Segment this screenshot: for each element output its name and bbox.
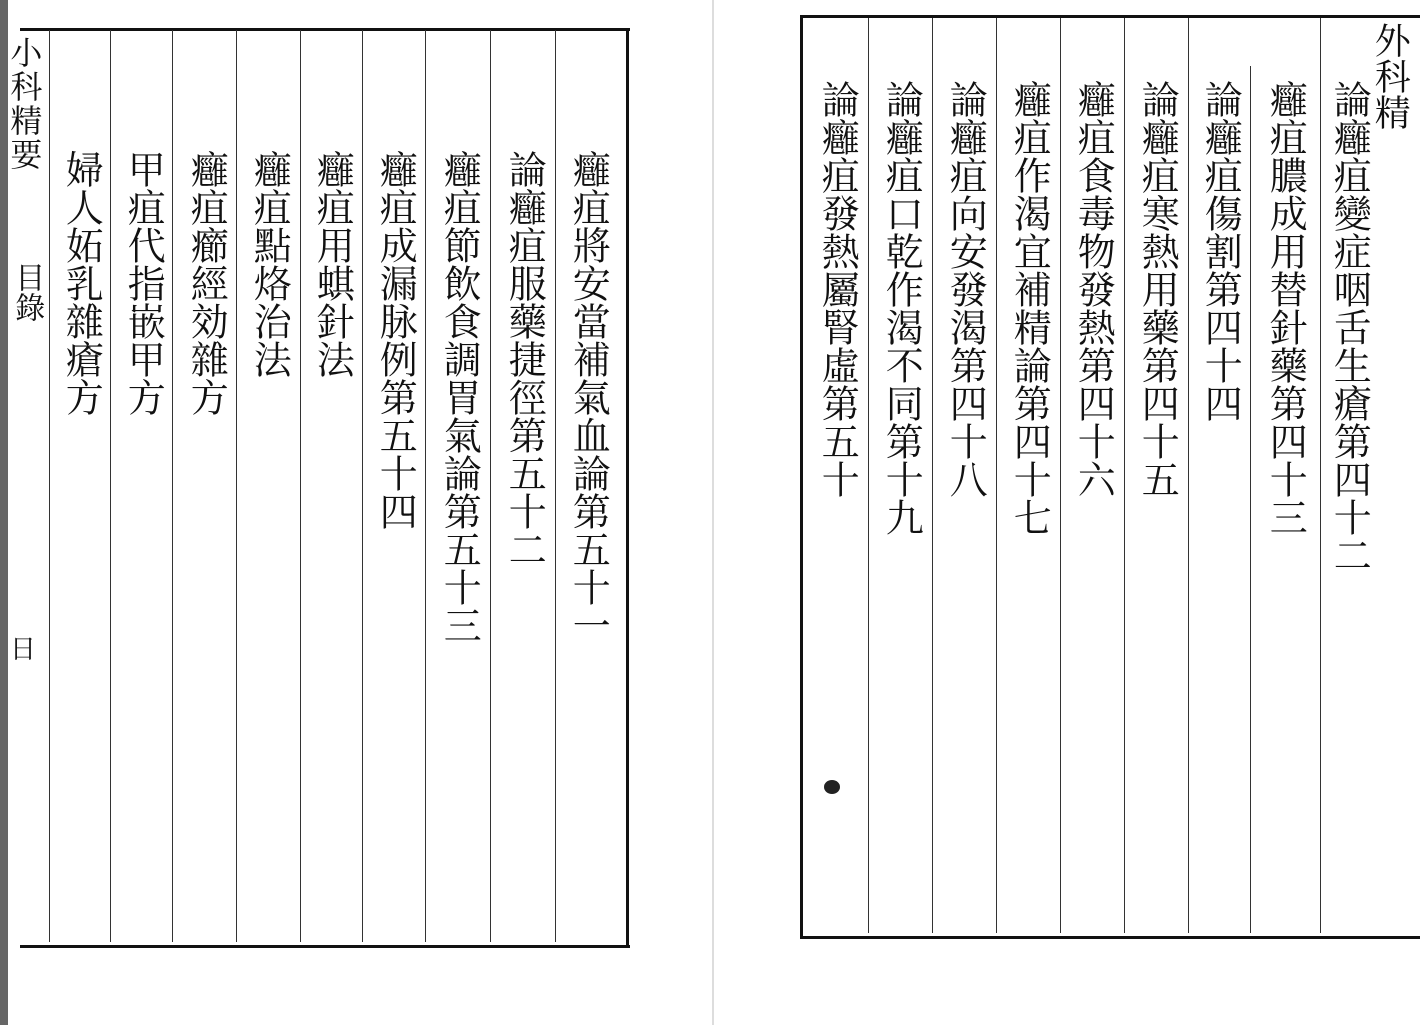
left-margin-section (6, 262, 46, 322)
toc-entry-text: 癰疽用蜞針法 (310, 150, 355, 378)
toc-entry (878, 80, 924, 536)
column-divider (425, 30, 426, 942)
left-margin-title (4, 36, 44, 172)
toc-entry-text: 甲疽代指嵌甲方 (121, 150, 166, 416)
toc-entry (1070, 80, 1116, 498)
toc-entry (942, 80, 988, 498)
toc-entry (120, 150, 166, 416)
page-mark-text: 日 (9, 635, 36, 665)
toc-entry-text: 論癰疽發熱屬腎虛第五十 (815, 80, 860, 498)
toc-entry (1326, 80, 1372, 574)
column-divider (362, 30, 363, 942)
toc-entry-text: 論癰疽口乾作渴不同第十九 (879, 80, 924, 536)
column-divider (996, 18, 997, 933)
toc-entry (372, 150, 418, 530)
left-page (0, 0, 700, 1025)
toc-entry (501, 150, 547, 568)
toc-entry (309, 150, 355, 378)
column-divider (172, 30, 173, 942)
toc-entry (1134, 80, 1180, 498)
margin-section-text: 目錄 (9, 262, 45, 322)
column-divider (868, 18, 869, 933)
toc-entry-text: 論癰疽服藥捷徑第五十二 (502, 150, 547, 568)
left-margin-page-mark (8, 636, 38, 666)
right-page-outer-border (800, 15, 803, 936)
toc-entry-text: 癰疽食毒物發熱第四十六 (1071, 80, 1116, 498)
column-divider (236, 30, 237, 942)
toc-entry-text: 婦人妬乳雜瘡方 (59, 150, 104, 416)
right-page (700, 0, 1411, 1025)
toc-entry-text: 癰疽節飲食調胃氣論第五十三 (437, 150, 482, 644)
column-divider (300, 30, 301, 942)
toc-entry-text: 癰疽作渴宜補精論第四十七 (1007, 80, 1052, 536)
ink-smudge (824, 780, 840, 794)
column-divider (1250, 66, 1251, 933)
left-page-outer-border (626, 28, 629, 945)
margin-title-text: 外科精 (1369, 22, 1411, 130)
column-divider (1060, 18, 1061, 933)
column-divider (490, 30, 491, 942)
column-divider (49, 30, 50, 942)
column-divider (932, 18, 933, 933)
toc-entry-text: 癰疽膿成用替針藥第四十三 (1263, 80, 1308, 536)
toc-entry (246, 150, 292, 378)
column-divider (1124, 18, 1125, 933)
column-divider (555, 30, 556, 942)
toc-entry (1006, 80, 1052, 536)
toc-entry-text: 論癰疽傷割第四十四 (1198, 80, 1243, 422)
toc-entry-text: 癰疽將安當補氣血論第五十一 (566, 150, 611, 644)
toc-entry (565, 150, 611, 644)
toc-entry (183, 150, 229, 416)
toc-entry-text: 論癰疽向安發渴第四十八 (943, 80, 988, 498)
toc-entry-text: 癰疽點烙治法 (247, 150, 292, 378)
toc-entry (1262, 80, 1308, 536)
toc-entry-text: 癰疽癤經効雜方 (184, 150, 229, 416)
margin-title-text: 小科精要 (5, 36, 44, 172)
toc-entry (1197, 80, 1243, 422)
toc-entry-text: 癰疽成漏脉例第五十四 (373, 150, 418, 530)
toc-entry (814, 80, 860, 498)
column-divider (110, 30, 111, 942)
toc-entry (436, 150, 482, 644)
toc-entry-text: 論癰疽寒熱用藥第四十五 (1135, 80, 1180, 498)
right-margin-title (1369, 22, 1411, 130)
column-divider (1188, 18, 1189, 933)
column-divider (1320, 18, 1321, 933)
toc-entry (58, 150, 104, 416)
toc-entry-text: 論癰疽變症咽舌生瘡第四十二 (1327, 80, 1372, 574)
